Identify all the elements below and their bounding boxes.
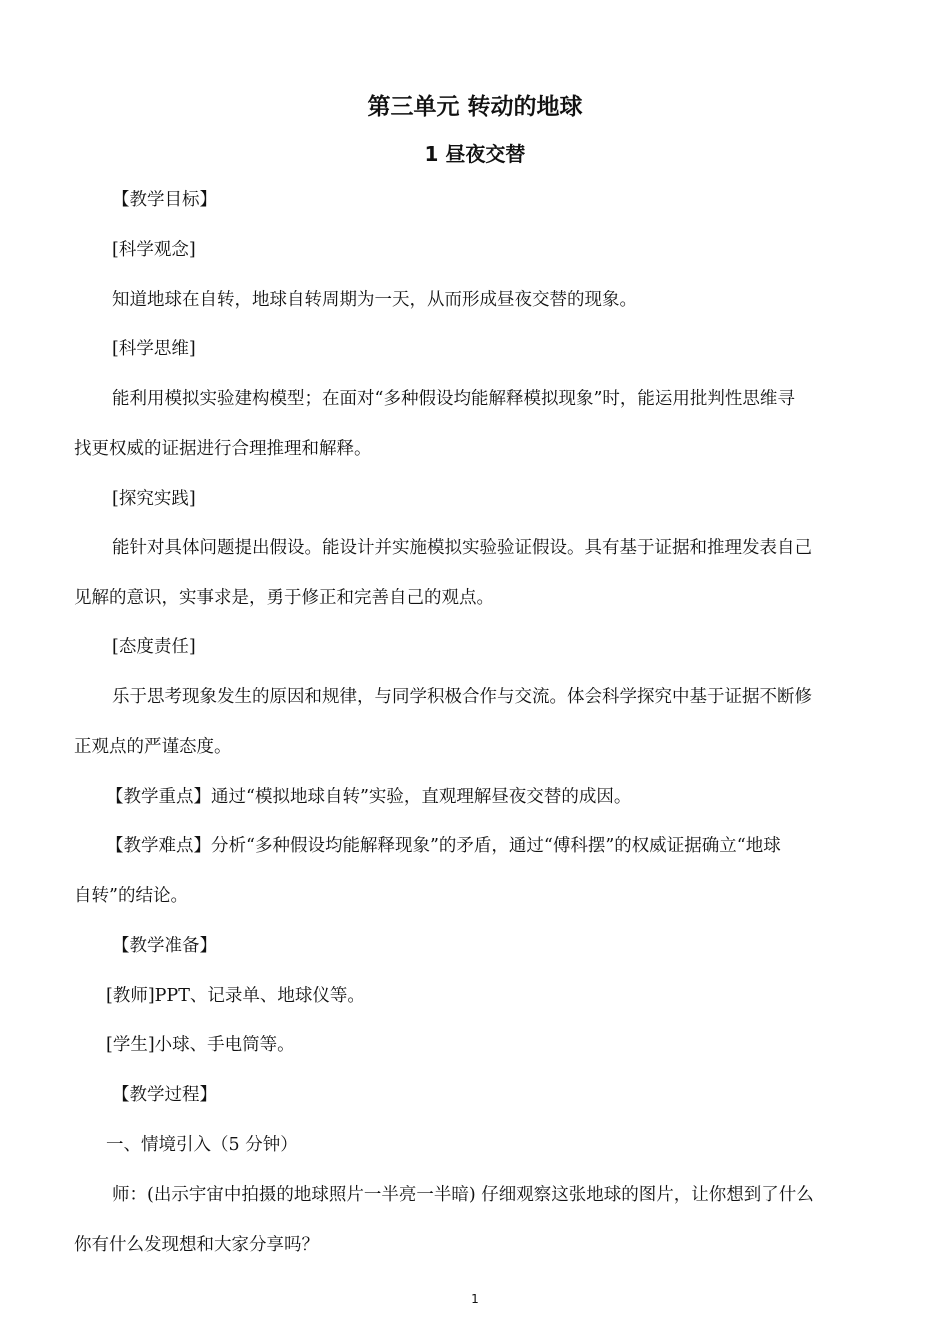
key-point: 【教学重点】通过“模拟地球自转”实验，直观理解昼夜交替的成因。 (106, 787, 632, 807)
inquiry-label: [探究实践] (112, 489, 196, 509)
inquiry-line1: 能针对具体问题提出假设。能设计并实施模拟实验验证假设。具有基于证据和推理发表自己 (112, 538, 812, 558)
science-concept-text: 知道地球在自转，地球自转周期为一天，从而形成昼夜交替的现象。 (112, 290, 637, 310)
objectives-heading: 【教学目标】 (112, 190, 217, 210)
attitude-line1: 乐于思考现象发生的原因和规律，与同学积极合作与交流。体会科学探究中基于证据不断修 (112, 687, 812, 707)
process-heading: 【教学过程】 (112, 1085, 217, 1105)
teacher-preparation: [教师]PPT、记录单、地球仪等。 (106, 986, 365, 1006)
attitude-label: [态度责任] (112, 637, 196, 657)
science-concept-label: [科学观念] (112, 240, 196, 260)
page-number: 1 (471, 1292, 479, 1306)
difficulty-line2: 自转”的结论。 (74, 886, 188, 906)
teacher-prompt-line2: 你有什么发现想和大家分享吗？ (74, 1235, 319, 1255)
preparation-heading: 【教学准备】 (112, 936, 217, 956)
attitude-line2: 正观点的严谨态度。 (74, 737, 232, 757)
lesson-title: 1 昼夜交替 (424, 142, 526, 166)
science-thinking-label: [科学思维] (112, 339, 196, 359)
inquiry-line2: 见解的意识，实事求是，勇于修正和完善自己的观点。 (74, 588, 494, 608)
teacher-prompt-line1: 师：(出示宇宙中拍摄的地球照片一半亮一半暗) 仔细观察这张地球的图片，让你想到了什么 (112, 1185, 814, 1205)
science-thinking-line1: 能利用模拟实验建构模型；在面对“多种假设均能解释模拟现象”时，能运用批判性思维寻 (112, 389, 795, 409)
science-thinking-line2: 找更权威的证据进行合理推理和解释。 (74, 439, 372, 459)
difficulty-line1: 【教学难点】分析“多种假设均能解释现象”的矛盾，通过“傅科摆”的权威证据确立“地球 (106, 836, 781, 856)
unit-title: 第三单元 转动的地球 (367, 94, 583, 120)
section-one-heading: 一、情境引入（5 分钟） (106, 1135, 298, 1155)
student-preparation: [学生]小球、手电筒等。 (106, 1035, 295, 1055)
